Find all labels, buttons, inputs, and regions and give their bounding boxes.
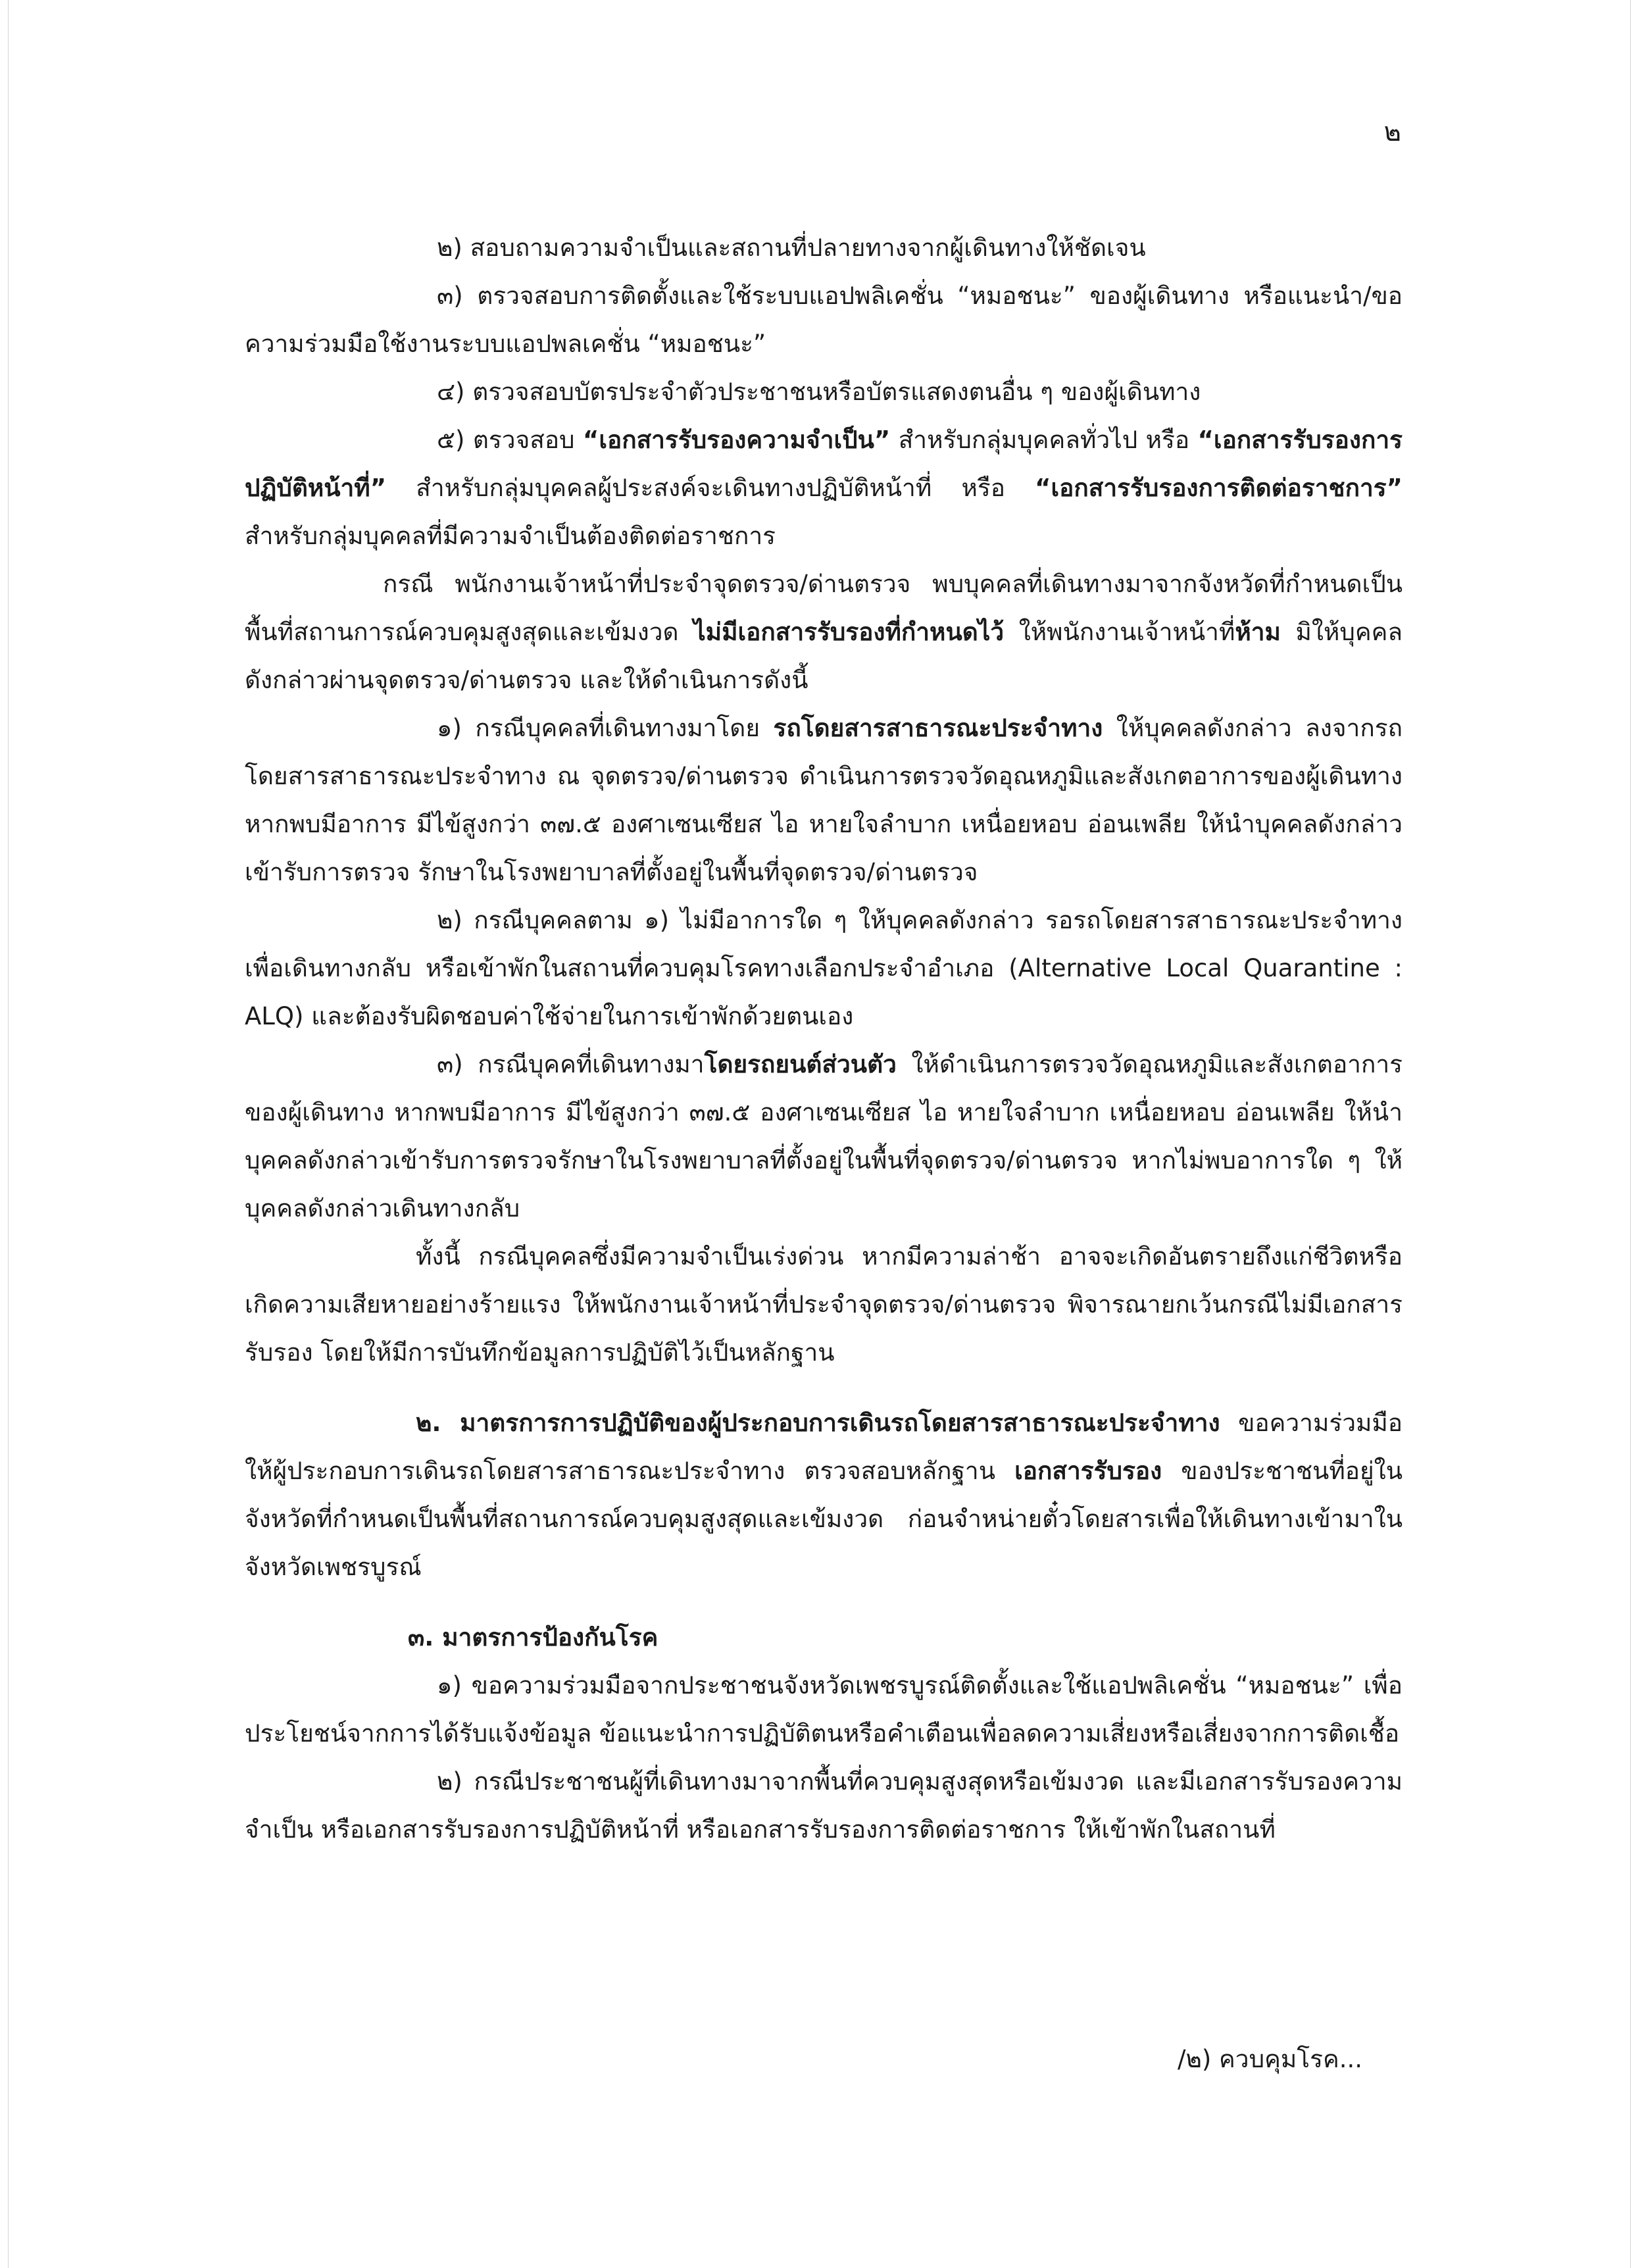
item-5-text: สำหรับกลุ่มบุคคลที่มีความจำเป็นต้องติดต่อราชการ [245, 522, 776, 550]
exception-clause: ทั้งนี้ กรณีบุคคลซึ่งมีความจำเป็นเร่งด่วน หากมีความล่าช้า อาจจะเกิดอันตรายถึงแก่ชีวิตหรือเกิดความเสียหายอย่างร้ายแรง ให้พนักงานเจ้าหน้าที่ประจำจุดตรวจ/ด่านตรวจ พิจารณายกเว้นกรณีไม่มีเอกสารรับรอง โดยให้มีการบันทึกข้อมูลการปฏิบัติไว้เป็นหลักฐาน [245, 1242, 1403, 1367]
item-2: ๒) สอบถามความจำเป็นและสถานที่ปลายทางจากผู้เดินทางให้ชัดเจน [437, 234, 1146, 262]
item-5 [245, 416, 1403, 560]
section-2-text: ขอความร่วมมือให้ผู้ประกอบการเดินรถโดยสารสาธารณะประจำทาง ตรวจสอบหลักฐาน [245, 1409, 1403, 1485]
case-1-text: ให้บุคคลดังกล่าว ลงจากรถโดยสารสาธารณะประจำทาง ณ จุดตรวจ/ด่านตรวจ ดำเนินการตรวจวัดอุณหภูมิและสังเกตอาการของผู้เดินทาง หากพบมีอาการ มีไข้สูงกว่า ๓๗.๕ องศาเซนเซียส ไอ หายใจลำบาก เหนื่อยหอบ อ่อนเพลีย ให้นำบุคคลดังกล่าวเข้ารับการตรวจ รักษาในโรงพยาบาลที่ตั้งอยู่ในพื้นที่จุดตรวจ/ด่านตรวจ [245, 714, 1403, 886]
section-3-item-1: ๑) ขอความร่วมมือจากประชาชนจังหวัดเพชรบูรณ์ติดตั้งและใช้แอปพลิเคชั่น “หมอชนะ” เพื่อประโยชน์จากการได้รับแจ้งข้อมูล ข้อแนะนำการปฏิบัติตนหรือคำเตือนเพื่อลดความเสี่ยงหรือเสี่ยงจากการติดเชื้อ [245, 1671, 1403, 1748]
case-3 [245, 1040, 1403, 1232]
scan-edge-right [1630, 0, 1631, 2268]
document-body [245, 224, 1403, 1853]
section-2-title: ๒. มาตรการการปฏิบัติของผู้ประกอบการเดินรถโดยสารสาธารณะประจำทาง [416, 1409, 1220, 1437]
case-intro [245, 560, 1403, 704]
item-3: ๓) ตรวจสอบการติดตั้งและใช้ระบบแอปพลิเคชั่น “หมอชนะ” ของผู้เดินทาง หรือแนะนำ/ขอความร่วมมือใช้งานระบบแอปพลเคชั่น “หมอชนะ” [245, 282, 1403, 358]
case-1-text: ๑) กรณีบุคคลที่เดินทางมาโดย [437, 714, 774, 742]
case-3-text: ให้ดำเนินการตรวจวัดอุณหภูมิและสังเกตอาการของผู้เดินทาง หากพบมีอาการ มีไข้สูงกว่า ๓๗.๕ องศาเซนเซียส ไอ หายใจลำบาก เหนื่อยหอบ อ่อนเพลีย ให้นำบุคคลดังกล่าวเข้ารับการตรวจรักษาในโรงพยาบาลที่ตั้งอยู่ในพื้นที่จุดตรวจ/ด่านตรวจ หากไม่พบอาการใด ๆ ให้บุคคลดังกล่าวเดินทางกลับ [245, 1050, 1403, 1222]
case-3-text: ๓) กรณีบุคคที่เดินทางมา [437, 1050, 705, 1078]
case-intro-text: ให้พนักงานเจ้าหน้าที่ [1004, 618, 1235, 646]
case-3-private-car: โดยรถยนต์ส่วนตัว [704, 1050, 897, 1078]
section-3-heading: ๓. มาตรการป้องกันโรค [408, 1623, 658, 1651]
item-5-doc-necessity: “เอกสารรับรองความจำเป็น” [583, 426, 891, 454]
case-2: ๒) กรณีบุคคลตาม ๑) ไม่มีอาการใด ๆ ให้บุคคลดังกล่าว รอรถโดยสารสาธารณะประจำทาง เพื่อเดินทางกลับ หรือเข้าพักในสถานที่ควบคุมโรคทางเลือกประจำอำเภอ (Alternative Local Quarantine : ALQ) และต้องรับผิดชอบค่าใช้จ่ายในการเข้าพักด้วยตนเอง [245, 906, 1403, 1030]
item-5-doc-duty: “เอกสารรับรองการปฏิบัติหน้าที่” [245, 426, 1403, 502]
case-1 [245, 704, 1403, 896]
section-2-certificate: เอกสารรับรอง [1014, 1457, 1162, 1485]
item-5-text: สำหรับกลุ่มบุคคลทั่วไป หรือ [890, 426, 1198, 454]
case-intro-prohibit: ห้าม [1235, 618, 1281, 646]
section-3-item-2: ๒) กรณีประชาชนผู้ที่เดินทางมาจากพื้นที่ควบคุมสูงสุดหรือเข้มงวด และมีเอกสารรับรองความจำเป็น หรือเอกสารรับรองการปฏิบัติหน้าที่ หรือเอกสารรับรองการติดต่อราชการ ให้เข้าพักในสถานที่ [245, 1767, 1403, 1844]
item-4: ๔) ตรวจสอบบัตรประจำตัวประชาชนหรือบัตรแสดงตนอื่น ๆ ของผู้เดินทาง [437, 378, 1201, 406]
item-5-text: ๕) ตรวจสอบ [437, 426, 584, 454]
continuation-footer: /๒) ควบคุมโรค... [1178, 2045, 1362, 2073]
page-number: ๒ [1383, 117, 1401, 147]
item-5-text: สำหรับกลุ่มบุคคลผู้ประสงค์จะเดินทางปฏิบัติหน้าที่ หรือ [386, 474, 1035, 502]
case-intro-text: กรณี พนักงานเจ้าหน้าที่ประจำจุดตรวจ/ด่านตรวจ พบบุคคลที่เดินทางมาจากจังหวัดที่กำหนดเป็นพื้นที่สถานการณ์ควบคุมสูงสุดและเข้มงวด [245, 570, 1403, 646]
case-intro-no-document: ไม่มีเอกสารรับรองที่กำหนดไว้ [693, 618, 1005, 646]
case-1-public-bus: รถโดยสารสาธารณะประจำทาง [773, 714, 1103, 742]
section-2 [245, 1399, 1403, 1591]
item-5-doc-official: “เอกสารรับรองการติดต่อราชการ” [1035, 474, 1403, 502]
case-intro-text: มิให้บุคคลดังกล่าวผ่านจุดตรวจ/ด่านตรวจ และให้ดำเนินการดังนี้ [245, 618, 1403, 694]
scan-edge-left [8, 0, 9, 2268]
section-2-text: ของประชาชนที่อยู่ในจังหวัดที่กำหนดเป็นพื้นที่สถานการณ์ควบคุมสูงสุดและเข้มงวด ก่อนจำหน่ายตั๋วโดยสารเพื่อให้เดินทางเข้ามาในจังหวัดเพชรบูรณ์ [245, 1457, 1403, 1581]
